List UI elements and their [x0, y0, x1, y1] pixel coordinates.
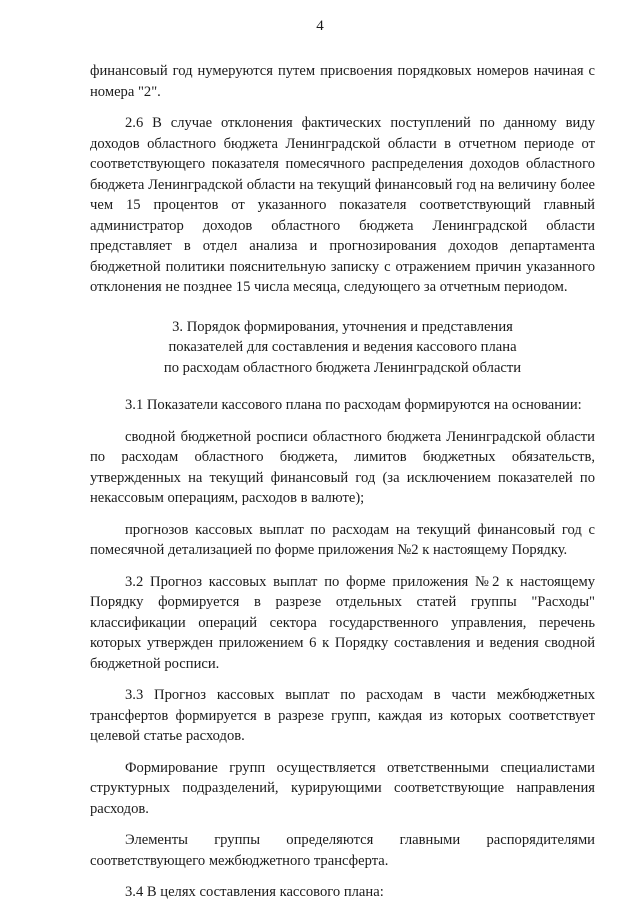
- section-heading-line: показателей для составления и ведения кассового плана: [168, 339, 517, 355]
- paragraph-groups-formation: Формирование групп осуществляется ответственными специалистами структурных подразделений, курирующими соответствующие направления расходов.: [90, 759, 595, 817]
- paragraph-2-6: 2.6 В случае отклонения фактических поступлений по данному виду доходов областного бюджета Ленинградской области в отчетном периоде от соответствующего показателя помесячного распределения доходов областного бюджета Ленинградской области на текущий финансовый год на величину более чем 15 процентов от указанного показателя соответствующий главный администратор доходов областного бюджета Ленинградской области представляет в отдел анализа и прогнозирования доходов департамента бюджетной политики пояснительную записку с отражением причин указанного отклонения не позднее 15 числа месяца, следующего за отчетным периодом.: [90, 115, 595, 295]
- paragraph-3-2: 3.2 Прогноз кассовых выплат по форме приложения №2 к настоящему Порядку формируется в разрезе отдельных статей группы "Расходы" классификации операций сектора государственного управления, перечень которых утвержден приложением 6 к Порядку составления и ведения сводной бюджетной росписи.: [90, 573, 595, 672]
- document-body: [90, 61, 595, 903]
- paragraph-list-item: сводной бюджетной росписи областного бюджета Ленинградской области по расходам областного бюджета, лимитов бюджетных обязательств, утвержденных на текущий финансовый год (за исключением показателей по некассовым операциям, расходов в валюте);: [90, 428, 595, 506]
- paragraph-continuation: финансовый год нумеруются путем присвоения порядковых номеров начиная с номера "2".: [90, 63, 595, 100]
- paragraph-3-3: 3.3 Прогноз кассовых выплат по расходам в части межбюджетных трансфертов формируется в разрезе групп, каждая из которых соответствует целевой статье расходов.: [90, 687, 595, 744]
- section-heading: [90, 317, 595, 379]
- paragraph-3-1: 3.1 Показатели кассового плана по расходам формируются на основании:: [125, 397, 582, 413]
- paragraph-list-item: прогнозов кассовых выплат по расходам на текущий финансовый год с помесячной детализацией по форме приложения №2 к настоящему Порядку.: [90, 521, 595, 558]
- paragraph-group-elements: Элементы группы определяются главными распорядителями соответствующего межбюджетного трансферта.: [90, 832, 595, 869]
- paragraph-3-4: 3.4 В целях составления кассового плана:: [125, 884, 384, 900]
- section-heading-line: по расходам областного бюджета Ленинградской области: [163, 359, 522, 376]
- section-heading-line: 3. Порядок формирования, уточнения и представления: [172, 318, 513, 335]
- page-number: 4: [316, 18, 324, 34]
